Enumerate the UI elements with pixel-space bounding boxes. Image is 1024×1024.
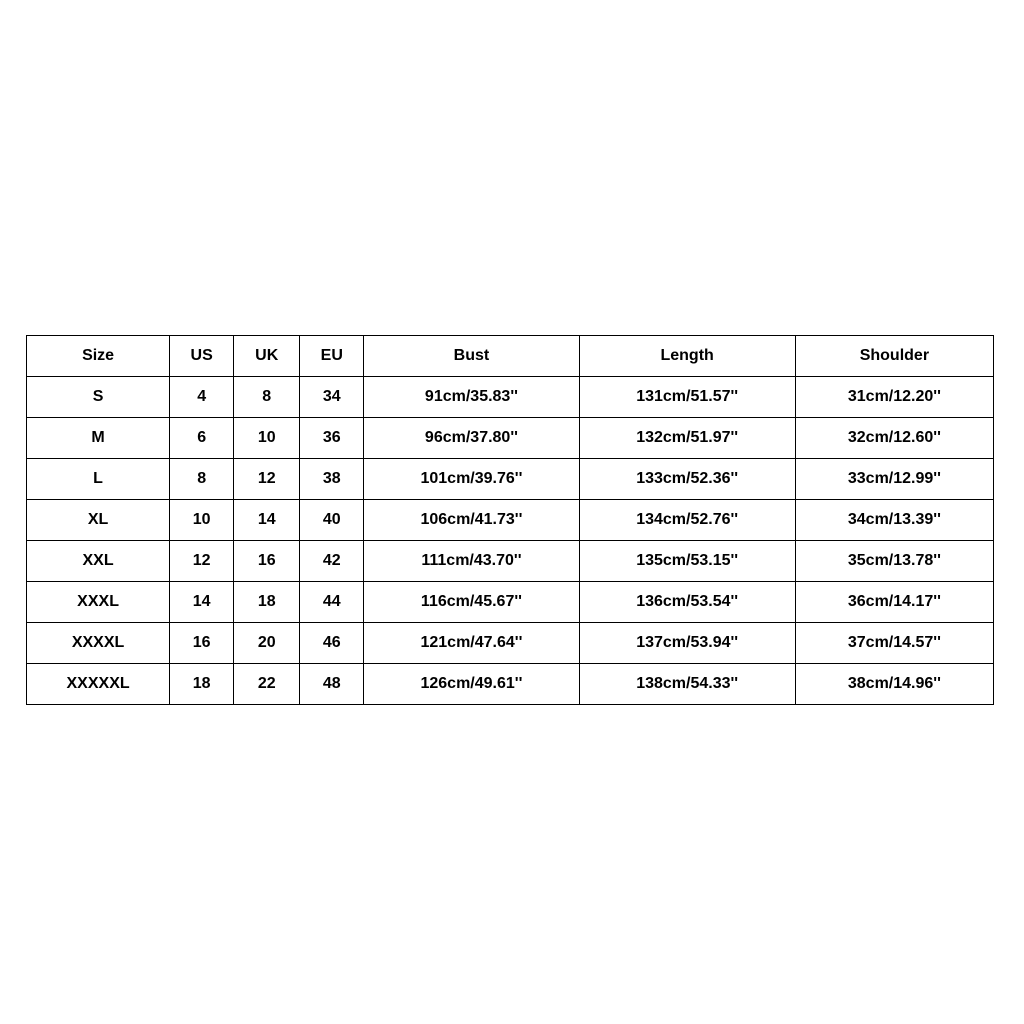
cell-uk: 22 [234, 664, 300, 705]
cell-eu: 48 [300, 664, 364, 705]
cell-size: XXXL [27, 582, 170, 623]
header-shoulder: Shoulder [795, 336, 993, 377]
header-us: US [170, 336, 234, 377]
cell-shoulder: 37cm/14.57'' [795, 623, 993, 664]
table-row [27, 582, 994, 623]
cell-uk: 18 [234, 582, 300, 623]
cell-shoulder: 35cm/13.78'' [795, 541, 993, 582]
cell-eu: 38 [300, 459, 364, 500]
cell-bust: 111cm/43.70'' [364, 541, 579, 582]
table-row [27, 459, 994, 500]
cell-eu: 42 [300, 541, 364, 582]
table-row [27, 500, 994, 541]
header-bust: Bust [364, 336, 579, 377]
cell-uk: 20 [234, 623, 300, 664]
cell-eu: 46 [300, 623, 364, 664]
header-uk: UK [234, 336, 300, 377]
cell-us: 8 [170, 459, 234, 500]
cell-shoulder: 32cm/12.60'' [795, 418, 993, 459]
cell-length: 137cm/53.94'' [579, 623, 795, 664]
cell-eu: 40 [300, 500, 364, 541]
cell-uk: 8 [234, 377, 300, 418]
cell-us: 6 [170, 418, 234, 459]
cell-eu: 44 [300, 582, 364, 623]
table-row [27, 418, 994, 459]
cell-size: XXL [27, 541, 170, 582]
cell-uk: 14 [234, 500, 300, 541]
cell-shoulder: 33cm/12.99'' [795, 459, 993, 500]
cell-bust: 126cm/49.61'' [364, 664, 579, 705]
cell-uk: 10 [234, 418, 300, 459]
size-chart-table [26, 335, 994, 705]
cell-uk: 16 [234, 541, 300, 582]
cell-size: M [27, 418, 170, 459]
cell-us: 18 [170, 664, 234, 705]
cell-us: 10 [170, 500, 234, 541]
cell-length: 138cm/54.33'' [579, 664, 795, 705]
cell-bust: 91cm/35.83'' [364, 377, 579, 418]
table-row [27, 377, 994, 418]
cell-length: 134cm/52.76'' [579, 500, 795, 541]
cell-size: L [27, 459, 170, 500]
table-row [27, 664, 994, 705]
cell-size: XXXXL [27, 623, 170, 664]
table-body [27, 377, 994, 705]
cell-length: 135cm/53.15'' [579, 541, 795, 582]
cell-shoulder: 38cm/14.96'' [795, 664, 993, 705]
cell-size: XXXXXL [27, 664, 170, 705]
header-eu: EU [300, 336, 364, 377]
cell-length: 131cm/51.57'' [579, 377, 795, 418]
cell-size: XL [27, 500, 170, 541]
cell-length: 136cm/53.54'' [579, 582, 795, 623]
cell-shoulder: 31cm/12.20'' [795, 377, 993, 418]
cell-length: 132cm/51.97'' [579, 418, 795, 459]
header-length: Length [579, 336, 795, 377]
header-size: Size [27, 336, 170, 377]
cell-us: 14 [170, 582, 234, 623]
cell-us: 12 [170, 541, 234, 582]
cell-shoulder: 34cm/13.39'' [795, 500, 993, 541]
cell-bust: 116cm/45.67'' [364, 582, 579, 623]
cell-bust: 121cm/47.64'' [364, 623, 579, 664]
cell-us: 4 [170, 377, 234, 418]
cell-bust: 106cm/41.73'' [364, 500, 579, 541]
cell-bust: 96cm/37.80'' [364, 418, 579, 459]
cell-eu: 36 [300, 418, 364, 459]
table-row [27, 623, 994, 664]
table-header-row [27, 336, 994, 377]
cell-shoulder: 36cm/14.17'' [795, 582, 993, 623]
cell-bust: 101cm/39.76'' [364, 459, 579, 500]
table-row [27, 541, 994, 582]
cell-us: 16 [170, 623, 234, 664]
cell-uk: 12 [234, 459, 300, 500]
cell-length: 133cm/52.36'' [579, 459, 795, 500]
cell-eu: 34 [300, 377, 364, 418]
cell-size: S [27, 377, 170, 418]
